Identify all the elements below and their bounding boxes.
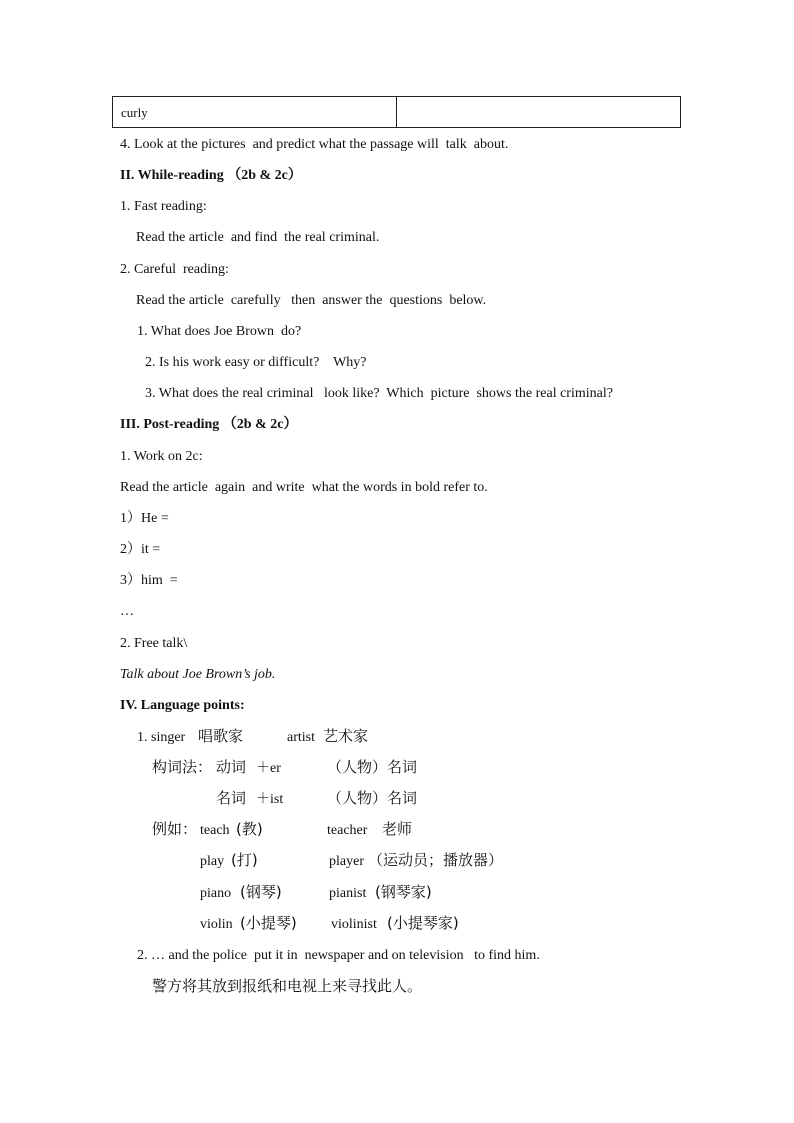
fast-reading-label: 1. Fast reading: — [120, 199, 207, 214]
example-violinist-cn: (小提琴家) — [387, 914, 459, 932]
language-point-1-artist: artist — [287, 730, 315, 745]
word-formation-verb-suffix: ＋er — [256, 761, 281, 776]
word-formation-noun: 名词 — [216, 789, 247, 807]
question-3: 3. What does the real criminal look like? Which picture shows the real criminal? — [145, 386, 613, 401]
reference-item-2: 2）it = — [120, 542, 161, 557]
example-piano-cn: (钢琴) — [240, 883, 282, 901]
section-heading-post-reading: III. Post-reading （2b & 2c） — [120, 417, 298, 432]
example-piano: piano — [200, 886, 232, 901]
reference-item-1: 1）He = — [120, 511, 169, 526]
example-player: player — [329, 854, 364, 869]
example-pianist-cn: (钢琴家) — [375, 883, 432, 901]
example-pianist: pianist — [329, 886, 367, 901]
word-formation-result-2: （人物）名词 — [327, 789, 418, 807]
vocabulary-table-row — [112, 96, 681, 128]
work-2c-label: 1. Work on 2c: — [120, 449, 203, 464]
language-point-2-cn: 警方将其放到报纸和电视上来寻找此人。 — [152, 977, 423, 995]
example-label: 例如： — [152, 820, 198, 838]
example-violin-cn: (小提琴) — [240, 914, 297, 932]
example-teacher: teacher — [327, 823, 368, 838]
word-formation-label: 构词法： — [152, 758, 213, 776]
reference-item-3: 3）him = — [120, 573, 178, 588]
free-talk-task: Talk about Joe Brown’s job. — [120, 667, 276, 682]
prediction-task: 4. Look at the pictures and predict what the passage will talk about. — [120, 137, 509, 152]
language-point-1-artist-cn: 艺术家 — [323, 727, 369, 745]
section-heading-while-reading: II. While-reading （2b & 2c） — [120, 168, 302, 183]
free-talk-label: 2. Free talk\ — [120, 636, 188, 651]
careful-reading-task: Read the article carefully then answer the questions below. — [136, 293, 487, 308]
table-cell: curly — [113, 97, 397, 127]
section-heading-language-points: IV. Language points: — [120, 698, 245, 713]
language-point-1-singer-cn: 唱歌家 — [198, 727, 244, 745]
example-player-cn: （运动员；播放器） — [368, 851, 504, 869]
ellipsis: … — [120, 604, 134, 619]
language-point-1-singer: 1. singer — [137, 730, 186, 745]
example-teach: teach — [200, 823, 230, 838]
example-violinist: violinist — [331, 917, 377, 932]
example-teach-cn: (教) — [236, 820, 263, 838]
work-2c-task: Read the article again and write what the words in bold refer to. — [120, 480, 488, 495]
word-formation-noun-suffix: ＋ist — [256, 792, 284, 807]
question-2: 2. Is his work easy or difficult? Why? — [145, 355, 367, 370]
table-cell — [397, 97, 680, 127]
fast-reading-task: Read the article and find the real criminal. — [136, 230, 380, 245]
word-formation-verb: 动词 — [216, 758, 247, 776]
example-violin: violin — [200, 917, 233, 932]
careful-reading-label: 2. Careful reading: — [120, 262, 229, 277]
question-1: 1. What does Joe Brown do? — [137, 324, 302, 339]
example-play: play — [200, 854, 225, 869]
example-play-cn: (打) — [231, 851, 258, 869]
word-formation-result-1: （人物）名词 — [327, 758, 418, 776]
language-point-2: 2. … and the police put it in newspaper and on television to find him. — [137, 948, 540, 963]
example-teacher-cn: 老师 — [382, 820, 413, 838]
